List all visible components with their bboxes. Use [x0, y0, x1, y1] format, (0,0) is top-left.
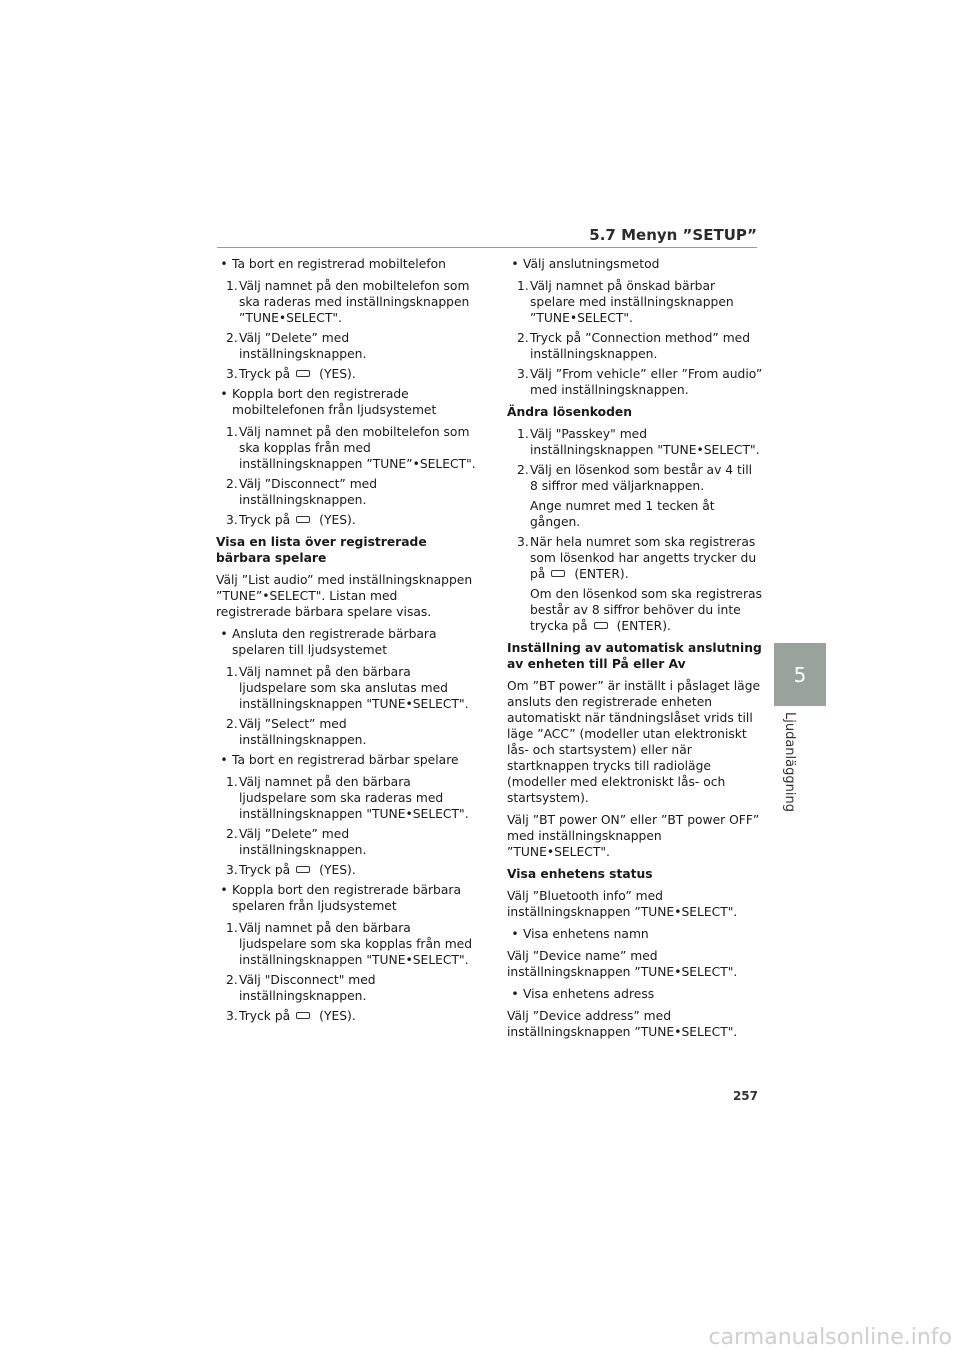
subheading: Ändra lösenkoden — [507, 405, 632, 419]
button-icon — [296, 866, 310, 873]
bullet-item: • Välj anslutningsmetod — [511, 257, 660, 271]
bullet-item: • Visa enhetens namn — [511, 927, 649, 941]
step-item: 2. Välj "Disconnect" med inställningsknappen. — [226, 973, 376, 1003]
button-icon — [296, 1012, 310, 1019]
bullet-item: • Ta bort en registrerad mobiltelefon — [220, 257, 446, 271]
step-item: 2. Välj ”Disconnect” med inställningsknappen. — [226, 477, 378, 507]
step-note: Ange numret med 1 tecken åt gången. — [530, 499, 715, 529]
subheading: Inställning av automatisk anslutning av enheten till På eller Av — [507, 641, 762, 671]
paragraph: Välj ”Device address” med inställningsknappen ”TUNE•SELECT". — [507, 1009, 738, 1039]
step-item: 3. Tryck på (YES). — [226, 367, 356, 381]
header-divider — [217, 247, 757, 248]
paragraph: Välj ”BT power ON” eller ”BT power OFF” med inställningsknappen ”TUNE•SELECT". — [507, 813, 760, 859]
step-item: 1. Välj namnet på den mobiltelefon som ska raderas med inställningsknappen ”TUNE•SELECT". — [226, 279, 470, 325]
step-item: 1. Välj "Passkey" med inställningsknappen "TUNE•SELECT". — [517, 427, 760, 457]
bullet-item: • Koppla bort den registrerade mobiltelefonen från ljudsystemet — [220, 387, 437, 417]
step-note: Om den lösenkod som ska registreras består av 8 siffror behöver du inte trycka på (ENTER). — [530, 587, 762, 633]
left-column — [216, 256, 476, 1028]
step-item: 2. Välj ”Select” med inställningsknappen. — [226, 717, 367, 747]
paragraph: Välj ”Device name” med inställningsknappen ”TUNE•SELECT". — [507, 949, 738, 979]
chapter-label: Ljudanläggning — [782, 712, 797, 812]
step-item: 3. Tryck på (YES). — [226, 863, 356, 877]
step-item: 1. Välj namnet på önskad bärbar spelare med inställningsknappen ”TUNE•SELECT". — [517, 279, 734, 325]
step-item: 2. Välj en lösenkod som består av 4 till 8 siffror med väljarknappen. — [517, 463, 753, 493]
paragraph: Om ”BT power” är inställt i påslaget läge ansluts den registrerade enheten automatiskt när tändningslåset vrids till läge ”ACC” (modeller utan elektroniskt lås- och startsystem) eller när startknappen trycks till radioläge (modeller med elektroniskt lås- och startsystem). — [507, 679, 761, 805]
step-item: 2. Välj ”Delete” med inställningsknappen. — [226, 331, 367, 361]
step-item: 3. Välj ”From vehicle” eller ”From audio” med inställningsknappen. — [517, 367, 763, 397]
bullet-item: • Visa enhetens adress — [511, 987, 655, 1001]
subheading: Visa en lista över registrerade bärbara spelare — [216, 535, 427, 565]
button-icon — [296, 516, 310, 523]
bullet-item: • Ansluta den registrerade bärbara spelaren till ljudsystemet — [220, 627, 437, 657]
step-item: 3. Tryck på (YES). — [226, 513, 356, 527]
right-column — [507, 256, 763, 1046]
watermark-text: carmanualsonline.info — [708, 1325, 952, 1350]
button-icon — [551, 570, 565, 577]
step-item: 1. Välj namnet på den bärbara ljudspelare som ska anslutas med inställningsknappen "TUNE•SELECT". — [226, 665, 469, 711]
step-item: 2. Välj ”Delete” med inställningsknappen. — [226, 827, 367, 857]
step-item: 1. Välj namnet på den mobiltelefon som ska kopplas från med inställningsknappen ”TUNE”•SELECT". — [226, 425, 476, 471]
button-icon — [296, 370, 310, 377]
paragraph: Välj ”Bluetooth info” med inställningsknappen ”TUNE•SELECT". — [507, 889, 738, 919]
section-title: 5.7 Menyn ”SETUP” — [589, 226, 757, 244]
step-item: 2. Tryck på ”Connection method” med inställningsknappen. — [517, 331, 751, 361]
bullet-item: • Koppla bort den registrerade bärbara spelaren från ljudsystemet — [220, 883, 461, 913]
bullet-item: • Ta bort en registrerad bärbar spelare — [220, 753, 459, 767]
button-icon — [594, 622, 608, 629]
chapter-tab[interactable]: 5 — [774, 643, 826, 706]
step-item: 3. När hela numret som ska registreras som lösenkod har angetts trycker du på (ENTER). — [517, 535, 757, 581]
page-number: 257 — [732, 1089, 758, 1103]
paragraph: Välj ”List audio” med inställningsknappen ”TUNE”•SELECT". Listan med registrerade bärbara spelare visas. — [216, 573, 473, 619]
step-item: 1. Välj namnet på den bärbara ljudspelare som ska raderas med inställningsknappen "TUNE•SELECT". — [226, 775, 469, 821]
subheading: Visa enhetens status — [507, 867, 653, 881]
step-item: 3. Tryck på (YES). — [226, 1009, 356, 1023]
step-item: 1. Välj namnet på den bärbara ljudspelare som ska kopplas från med inställningsknappen "TUNE•SELECT". — [226, 921, 473, 967]
